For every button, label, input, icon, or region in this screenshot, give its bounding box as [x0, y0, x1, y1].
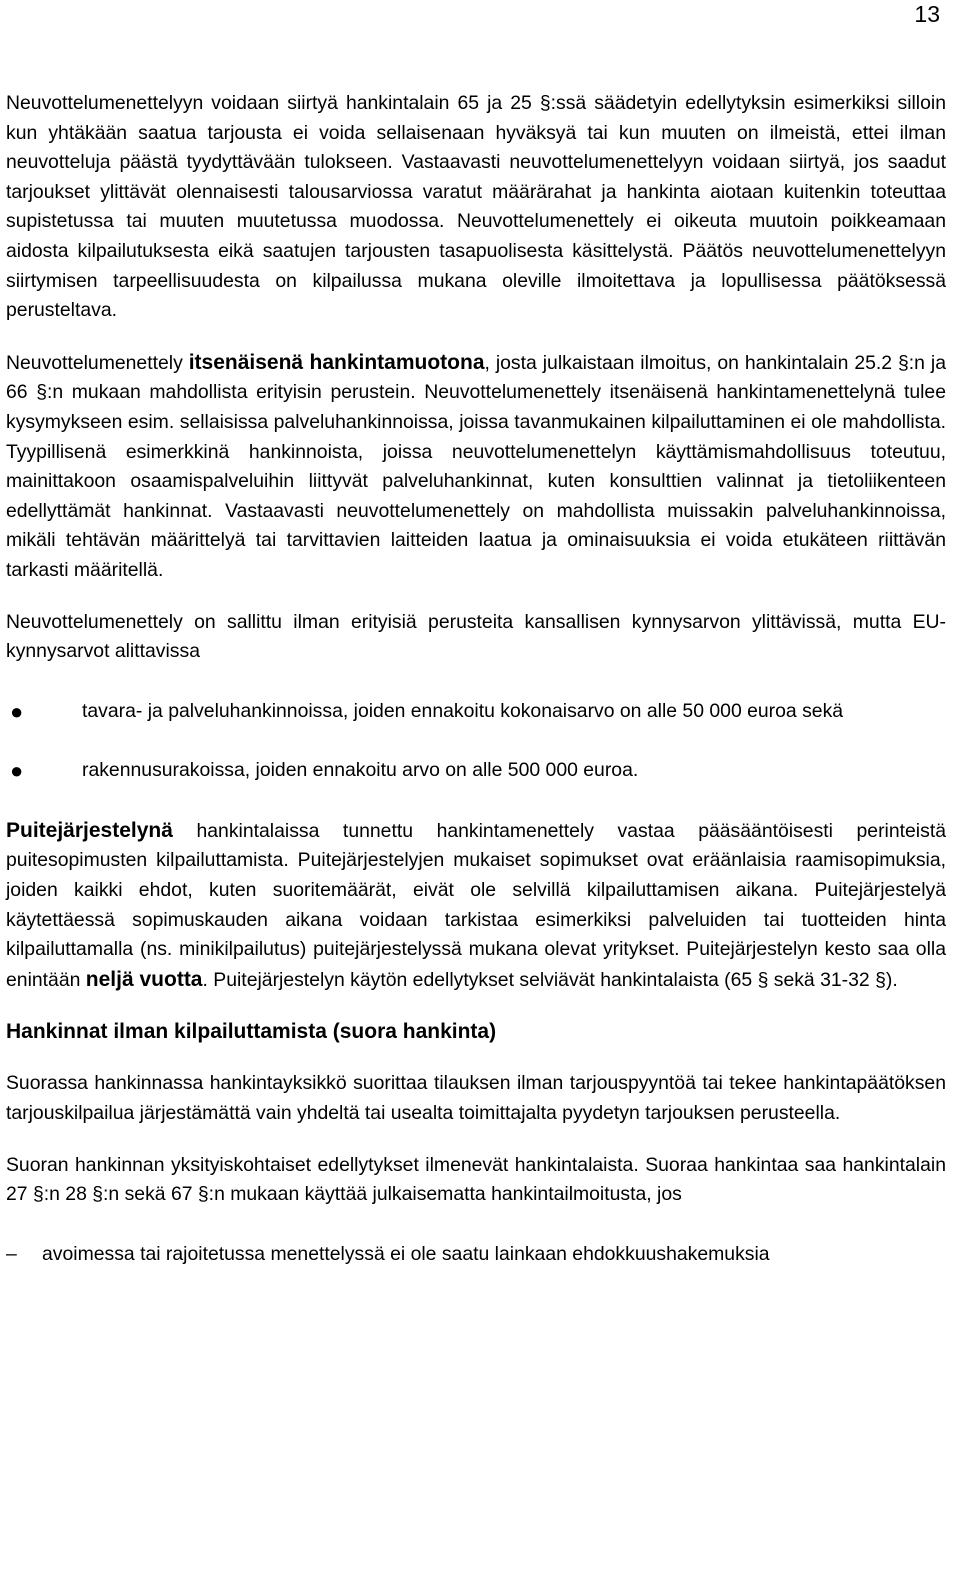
paragraph-direct-procurement: Suorassa hankinnassa hankintayksikkö suorittaa tilauksen ilman tarjouspyyntöä tai tekee hankintapäätöksen tarjouskilpailua järjestämättä vain yhdeltä tai usealta toimittajalta pyydetyn tarjouksen perusteella. — [6, 1072, 946, 1125]
paragraph-text: hankintalaissa tunnettu hankintamenettely vastaa pääsääntöisesti perinteistä puitesopimusten kilpailuttamista. Puitejärjestelyjen mukaiset sopimukset ovat eräänlaisia raamisopimuksia, joiden kaikki ehdot, kuten suoritemäärät, eivät ole selvillä kilpailuttamisen aikana. Puitejärjestelyä käytettäessä sopimuskauden aikana voidaan tarkistaa esimerkiksi palveluiden tai tuotteiden hinta kilpailuttamalla (ns. minikilpailutus) puitejärjestelyssä mukana olevat yritykset. Puitejärjestelyn kesto saa olla enintään — [6, 819, 946, 991]
page-content — [6, 89, 946, 1269]
bullet-icon: ● — [10, 698, 24, 724]
bullet-icon: ● — [10, 758, 24, 784]
bullet-list — [6, 697, 946, 786]
paragraph-text: Neuvottelumenettely — [6, 351, 189, 374]
emphasized-term: Puitejärjestelynä — [6, 818, 173, 842]
paragraph-negotiated-procedure-standalone — [6, 348, 946, 586]
paragraph-text: . Puitejärjestelyn käytön edellytykset selviävät hankintalaista (65 § sekä 31-32 §). — [202, 968, 898, 991]
paragraph-negotiated-procedure-transition: Neuvottelumenettelyyn voidaan siirtyä hankintalain 65 ja 25 §:ssä säädetyin edellytyksin esimerkiksi silloin kun yhtäkään saatua tarjousta ei voida sellaisenaan hyväksyä tai kun muuten on ilmeistä, ettei ilman neuvotteluja päästä tyydyttävään tulokseen. Vastaavasti neuvottelumenettelyyn voidaan siirtyä, jos saadut tarjoukset ylittävät olennaisesti talousarviossa varatut määrärahat ja hankinta aiotaan kuitenkin toteuttaa supistetussa tai muuten muutetussa muodossa. Neuvottelumenettely ei oikeuta muutoin poikkeamaan aidosta kilpailutuksesta eikä saatujen tarjousten tasapuolisesta käsittelystä. Päätös neuvottelumenettelyyn siirtymisen tarpeellisuudesta on kilpailussa mukana oleville ilmoitettava ja lopullisessa päätöksessä perusteltava. — [6, 92, 946, 322]
paragraph-threshold: Neuvottelumenettely on sallittu ilman erityisiä perusteita kansallisen kynnysarvon ylittävissä, mutta EU-kynnysarvot alittavissa — [6, 610, 946, 663]
list-item — [6, 1240, 946, 1270]
list-item-text: tavara- ja palveluhankinnoissa, joiden ennakoitu kokonaisarvo on alle 50 000 euroa sekä — [82, 699, 844, 722]
paragraph-direct-procurement-conditions: Suoran hankinnan yksityiskohtaiset edellytykset ilmenevät hankintalaista. Suoraa hankintaa saa hankintalain 27 §:n 28 §:n sekä 67 §:n mukaan käyttää julkaisematta hankintailmoitusta, jos — [6, 1153, 946, 1206]
list-item — [6, 697, 946, 727]
section-heading: Hankinnat ilman kilpailuttamista (suora hankinta) — [6, 1020, 497, 1044]
emphasized-term: itsenäisenä hankintamuotona — [188, 350, 485, 374]
list-item-text: avoimessa tai rajoitetussa menettelyssä ei ole saatu lainkaan ehdokkuushakemuksia — [42, 1242, 770, 1265]
paragraph-text: , josta julkaistaan ilmoitus, on hankintalain 25.2 §:n ja 66 §:n mukaan mahdollista erityisin perustein. Neuvottelumenettely itsenäisenä hankintamenettelynä tulee kysymykseen esim. sellaisissa palveluhankinnoissa, joissa tavanmukainen kilpailuttaminen ei ole mahdollista. Tyypillisenä esimerkkinä hankinnoista, joissa neuvottelumenettelyn käyttämismahdollisuus toteutuu, mainittakoon osaamispalveluihin liittyvät palveluhankinnat, kuten konsulttien valinnat ja tietoliikenteen edellyttämät hankinnat. Vastaavasti neuvottelumenettely on mahdollista muissakin palveluhankinnoissa, mikäli tehtävän määrittelyä tai tarvittavien laitteiden laatua ja ominaisuuksia ei voida etukäteen riittävän tarkasti määritellä. — [6, 351, 946, 581]
dash-icon: – — [6, 1242, 17, 1265]
dash-list — [6, 1240, 946, 1270]
paragraph-framework-agreement — [6, 816, 946, 996]
page-number: 13 — [914, 1, 940, 27]
list-item-text: rakennusurakoissa, joiden ennakoitu arvo on alle 500 000 euroa. — [82, 759, 639, 782]
emphasized-term: neljä vuotta — [85, 967, 203, 991]
list-item — [6, 756, 946, 786]
